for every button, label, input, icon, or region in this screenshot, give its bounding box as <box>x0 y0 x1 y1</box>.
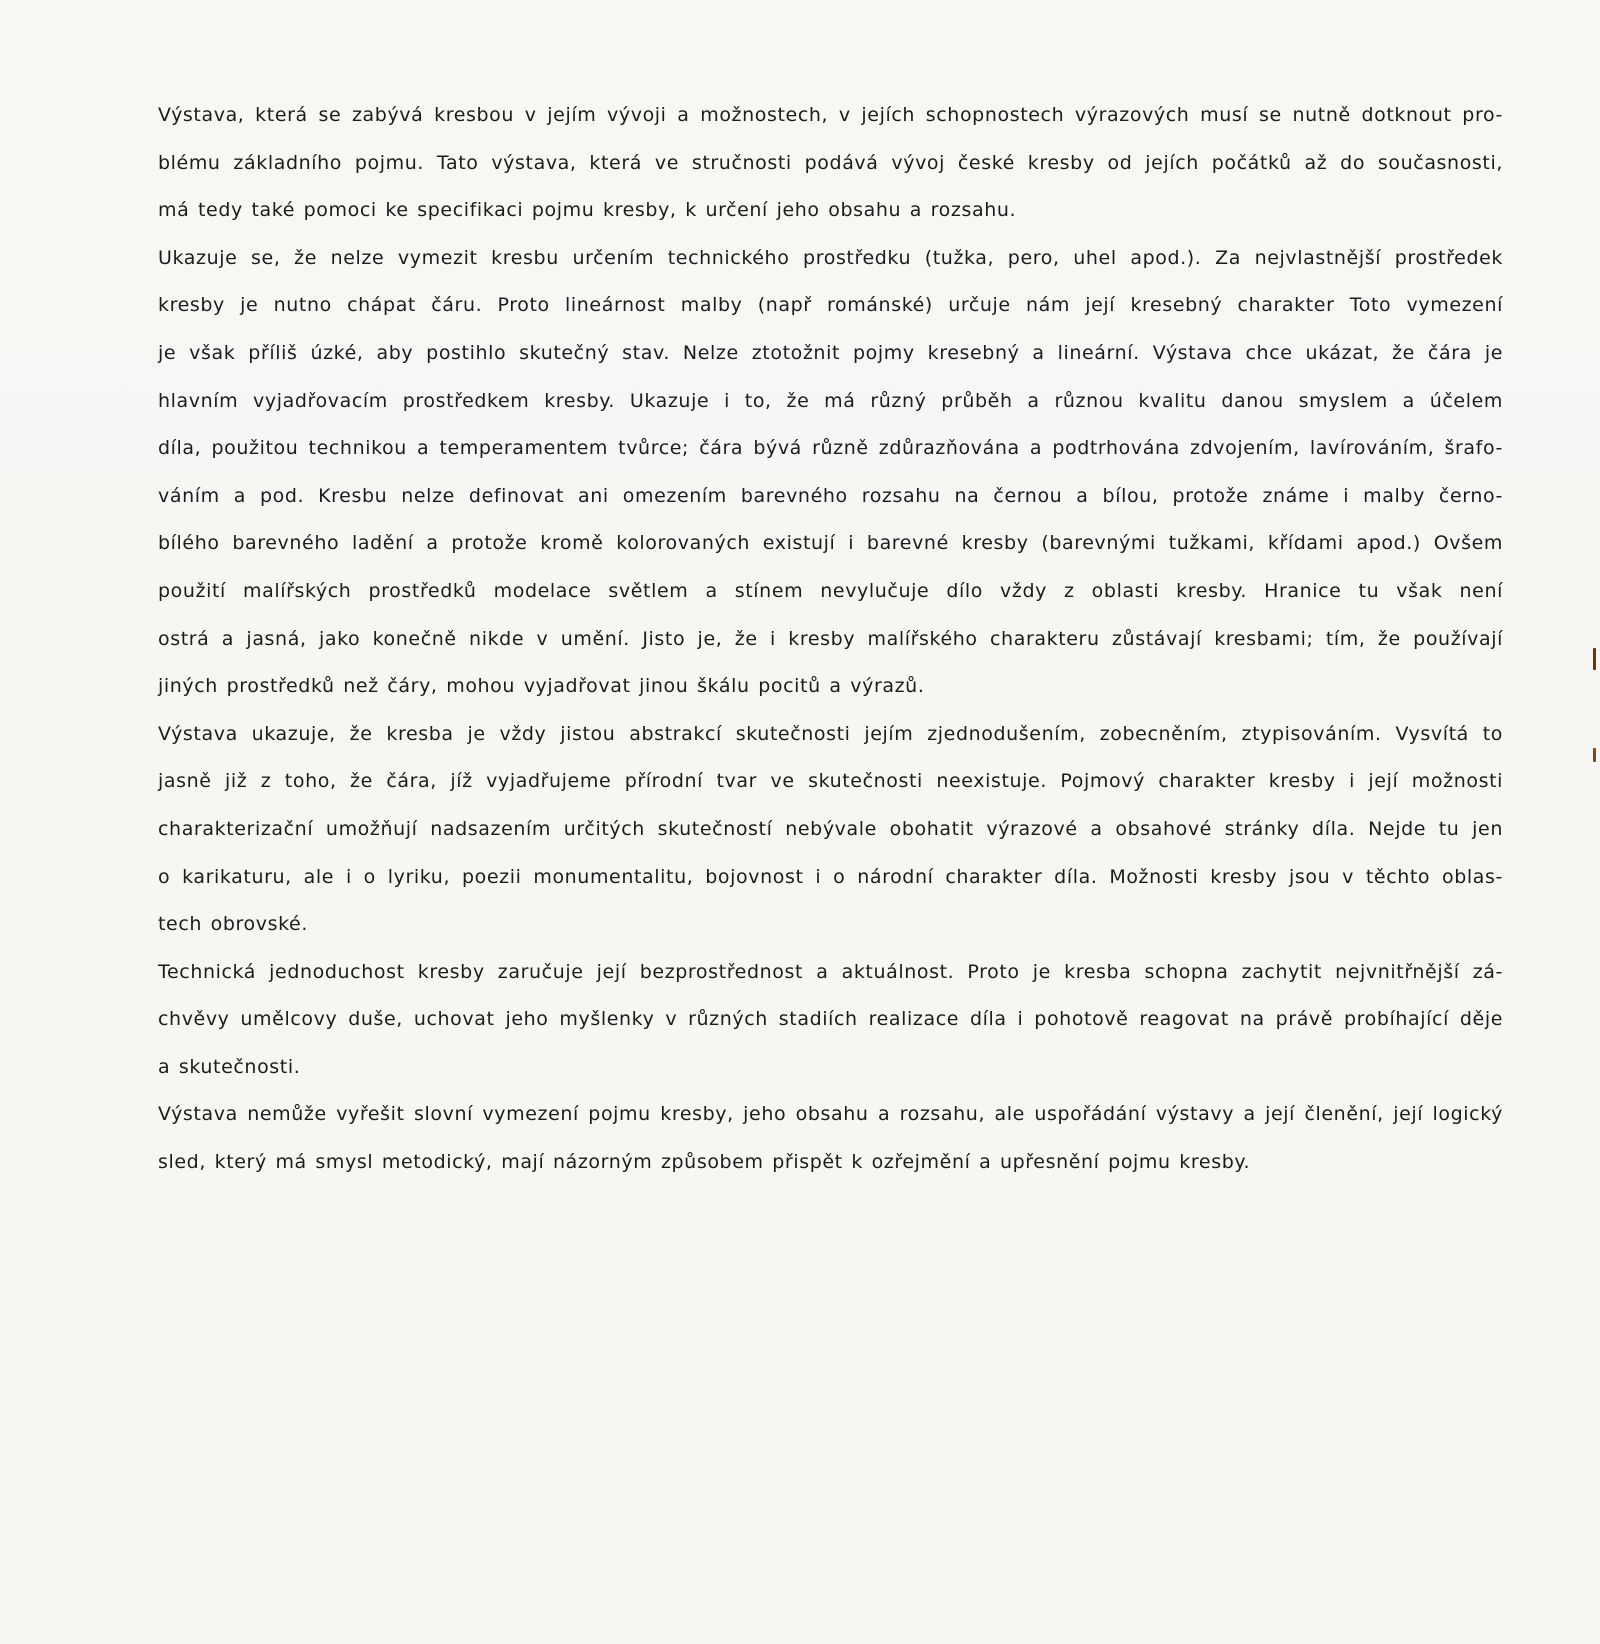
text-line: sled, který má smysl metodický, mají názorným způsobem přispět k ozřejmění a upřesnění pojmu kresby. <box>158 1151 1251 1174</box>
paper-edge-mark <box>1593 748 1596 762</box>
text-line: chvěvy umělcovy duše, uchovat jeho myšlenky v různých stadiích realizace díla i pohotově reagovat na právě probíhající děje <box>158 1008 1503 1031</box>
document-body <box>158 92 1503 1187</box>
text-line: ostrá a jasná, jako konečně nikde v umění. Jisto je, že i kresby malířského charakteru zůstávají kresbami; tím, že používají <box>158 627 1503 650</box>
text-line: je však příliš úzké, aby postihlo skutečný stav. Nelze ztotožnit pojmy kresebný a lineární. Výstava chce ukázat, že čára je <box>158 341 1503 364</box>
text-line: bílého barevného ladění a protože kromě kolorovaných existují i barevné kresby (barevnými tužkami, křídami apod.) Ovšem <box>158 532 1503 555</box>
text-line: jasně již z toho, že čára, jíž vyjadřujeme přírodní tvar ve skutečnosti neexistuje. Pojmový charakter kresby i její možnosti <box>158 770 1503 793</box>
text-line: hlavním vyjadřovacím prostředkem kresby. Ukazuje i to, že má různý průběh a různou kvalitu danou smyslem a účelem <box>158 389 1503 412</box>
text-line: a skutečnosti. <box>158 1055 301 1078</box>
paragraph-3 <box>158 711 1503 949</box>
text-line: charakterizační umožňují nadsazením určitých skutečností nebývale obohatit výrazové a obsahové stránky díla. Nejde tu jen <box>158 817 1503 840</box>
text-line: Technická jednoduchost kresby zaručuje její bezprostřednost a aktuálnost. Proto je kresba schopna zachytit nejvnitřnější zá- <box>158 960 1503 983</box>
text-line: kresby je nutno chápat čáru. Proto lineárnost malby (např románské) určuje nám její kresebný charakter Toto vymezení <box>158 294 1503 317</box>
paragraph-4 <box>158 949 1503 1092</box>
paragraph-2 <box>158 235 1503 711</box>
text-line: použití malířských prostředků modelace světlem a stínem nevylučuje dílo vždy z oblasti kresby. Hranice tu však není <box>158 579 1503 602</box>
paragraph-5 <box>158 1091 1503 1186</box>
text-line: Ukazuje se, že nelze vymezit kresbu určením technického prostředku (tužka, pero, uhel apod.). Za nejvlastnější prostředek <box>158 246 1503 269</box>
text-line: Výstava ukazuje, že kresba je vždy jistou abstrakcí skutečnosti jejím zjednodušením, zobecněním, ztypisováním. Vysvítá to <box>158 722 1503 745</box>
paper-edge-mark <box>1593 648 1596 670</box>
text-line: Výstava nemůže vyřešit slovní vymezení pojmu kresby, jeho obsahu a rozsahu, ale uspořádání výstavy a její členění, její logický <box>158 1103 1503 1126</box>
text-line: tech obrovské. <box>158 913 308 936</box>
text-line: má tedy také pomoci ke specifikaci pojmu kresby, k určení jeho obsahu a rozsahu. <box>158 199 1017 222</box>
text-line: blému základního pojmu. Tato výstava, která ve stručnosti podává vývoj české kresby od jejích počátků až do současnosti, <box>158 151 1503 174</box>
text-line: jiných prostředků než čáry, mohou vyjadřovat jinou škálu pocitů a výrazů. <box>158 675 925 698</box>
text-line: díla, použitou technikou a temperamentem tvůrce; čára bývá různě zdůrazňována a podtrhována zdvojením, lavírováním, šrafo- <box>158 437 1503 460</box>
text-line: o karikaturu, ale i o lyriku, poezii monumentalitu, bojovnost i o národní charakter díla. Možnosti kresby jsou v těchto oblas- <box>158 865 1503 888</box>
paragraph-1 <box>158 92 1503 235</box>
text-line: Výstava, která se zabývá kresbou v jejím vývoji a možnostech, v jejích schopnostech výrazových musí se nutně dotknout pro- <box>158 104 1503 126</box>
text-line: váním a pod. Kresbu nelze definovat ani omezením barevného rozsahu na černou a bílou, protože známe i malby černo- <box>158 484 1503 507</box>
